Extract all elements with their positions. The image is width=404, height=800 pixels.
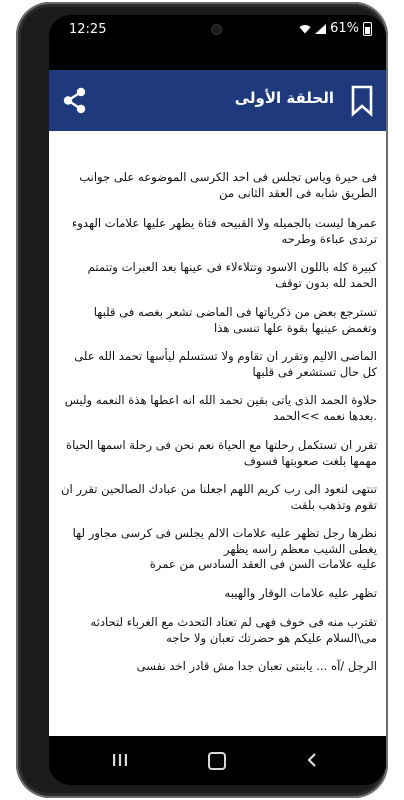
battery-percent: 61% (330, 21, 359, 36)
paragraph: تظهر عليه علامات الوقار والهيبه (224, 586, 377, 600)
signal-icon (315, 24, 326, 34)
back-icon[interactable] (305, 752, 319, 768)
paragraph: فى حيرة وياس تجلس فى احد الكرسى الموضوعه على جوانب الطريق شابه فى العقد الثانى من (79, 170, 377, 200)
status-bar (49, 15, 386, 45)
phone-frame (16, 2, 388, 798)
share-icon[interactable] (61, 87, 88, 114)
paragraph: تنتهى لنعود الى رب كريم اللهم اجعلنا من عبادك الصالحين تقرر ان تقوم وتذهب بلقت (60, 482, 377, 512)
screen (49, 15, 386, 785)
front-camera (212, 25, 221, 34)
paragraph: نظرها رجل تظهر عليه علامات الالم يجلس فى كرسى مجاور لها يغطى الشيب معظم راسه يظهر عليه علامات السن فى العقد السادس من عمرة (72, 526, 377, 571)
paragraph: تسترجع بعض من ذكرياتها فى الماضى تشعر بغصه فى قلبها وتغمض عينيها بقوة علها تنسى هذا (93, 305, 377, 335)
paragraph: كبيرة كله باللون الاسود وتتلاءلاء فى عينها بعد العبرات وتتمتم الحمد لله بدون توقف (87, 260, 377, 290)
paragraph: الرجل /آه ... يابنتى تعبان جدا مش قادر اخد نفسى (136, 659, 377, 673)
story-content[interactable] (49, 131, 386, 736)
paragraph: تقرر ان تستكمل رحلتها مع الحياة نعم نحن فى رحلة اسمها الحياة مهمها بلغت صعوبتها فسوف (66, 438, 377, 468)
wifi-icon (299, 24, 311, 34)
paragraph: حلاوة الحمد الذى ياتى بقين تحمد الله انه اعطها هذة النعمه وليس .بعدها نعمه >>الحمد (64, 393, 377, 423)
status-time: 12:25 (69, 22, 107, 37)
paragraph: تقترب منه فى خوف فهى لم تعتاد التحدث مع الغرباء لتحادثه مى\السلام عليكم هو حضرتك تعبان ولا حاجه (90, 615, 377, 645)
paragraph: الماضى الاليم وتقرر ان تقاوم ولا تستسلم ليأسها تحمد الله على كل حال تستشعر فى قلبها (74, 349, 377, 379)
paragraph: عمرها ليست بالجميله ولا القبيحه فتاة يظهر عليها علامات الهدوء ترتدى عباءة وطرحه (71, 216, 377, 246)
bookmark-icon[interactable] (350, 85, 374, 117)
battery-icon (363, 22, 372, 36)
status-icons (299, 21, 372, 36)
home-icon[interactable] (208, 752, 226, 770)
navigation-bar (49, 736, 386, 785)
app-bar (49, 70, 386, 131)
page-title: الحلقة الأولى (234, 89, 334, 107)
recent-apps-icon[interactable] (112, 753, 128, 767)
